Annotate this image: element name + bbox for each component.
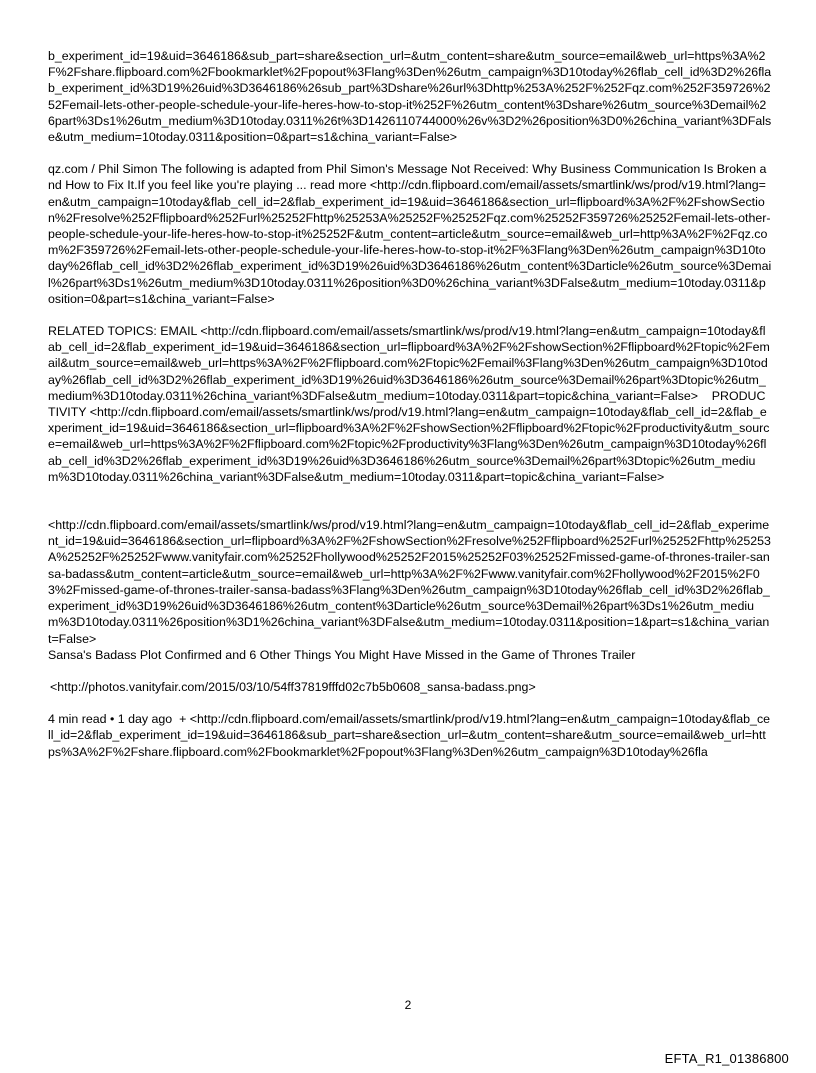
spacer bbox=[48, 145, 772, 161]
article-link-text: <http://cdn.flipboard.com/email/assets/smartlink/ws/prod/v19.html?lang=en&utm_campaign=10today&flab_cell_id=2&flab_experiment_id=19&uid=3646186&section_url=flipboard%3A%2F%2FshowSection%2Fresolve%252Fflipboard%252Furl%25252Fhttp%25253A%25252F%25252Fwww.vanityfair.com%25252Fhollywood%25252F2015%25252F03%25252Fmissed-game-of-thrones-trailer-sansa-badass&utm_content=article&utm_source=email&web_url=http%3A%2F%2Fwww.vanityfair.com%2Fhollywood%2F2015%2F03%2Fmissed-game-of-thrones-trailer-sansa-badass%3Flang%3Den%26utm_campaign%3D10today%26flab_cell_id%3D2%26flab_experiment_id%3D19%26uid%3D3646186%26utm_content%3Darticle%26utm_source%3Demail%26part%3Ds1%26utm_medium%3D10today.0311%26position%3D1%26china_variant%3DFalse&utm_medium=10today.0311&position=1&part=s1&china_variant=False> bbox=[48, 518, 771, 646]
read-time-share-text: 4 min read • 1 day ago + <http://cdn.flipboard.com/email/assets/smartlink/prod/v19.html?lang=en&utm_campaign=10today&flab_cell_id=2&flab_experiment_id=19&uid=3646186&sub_part=share&section_url=&utm_content=share&utm_source=email&web_url=https%3A%2F%2Fshare.flipboard.com%2Fbookmarklet%2Fpopout%3Flang%3Den%26utm_campaign%3D10today%26fla bbox=[48, 712, 771, 759]
spacer bbox=[48, 663, 772, 679]
article-headline: Sansa's Badass Plot Confirmed and 6 Other Things You Might Have Missed in the Game of Thrones Trailer bbox=[48, 647, 636, 662]
article-summary-text: qz.com / Phil Simon The following is adapted from Phil Simon's Message Not Received: Why Business Communication Is Broken and How to Fix It.If you feel like you're playing ... read more <http://cdn.flipboard.com/email/assets/smartlink/ws/prod/v19.html?lang=en&utm_campaign=10today&flab_cell_id=2&flab_experiment_id=19&uid=3646186&section_url=flipboard%3A%2F%2FshowSection%2Fresolve%252Fflipboard%252Furl%25252Fhttp%25253A%25252F%25252Fqz.com%25252F359726%25252Femail-lets-other-people-schedule-your-life-heres-how-to-stop-it%25252F&utm_content=article&utm_source=email&web_url=http%3A%2F%2Fqz.com%2F359726%2Femail-lets-other-people-schedule-your-life-heres-how-to-stop-it%2F%3Flang%3Den%26utm_campaign%3D10today%26flab_cell_id%3D2%26flab_experiment_id%3D19%26uid%3D3646186%26utm_content%3Darticle%26utm_source%3Demail%26part%3Ds1%26utm_medium%3D10today.0311%26position%3D0%26china_variant%3DFalse&utm_medium=10today.0311&position=0&part=s1&china_variant=False> bbox=[48, 162, 772, 306]
related-topics-text: RELATED TOPICS: EMAIL <http://cdn.flipboard.com/email/assets/smartlink/ws/prod/v19.html?lang=en&utm_campaign=10today&flab_cell_id=2&flab_experiment_id=19&uid=3646186&section_url=flipboard%3A%2F%2FshowSection%2Fflipboard%2Ftopic%2Femail&utm_source=email&web_url=https%3A%2F%2Fflipboard.com%2Ftopic%2Femail%3Flang%3Den%26utm_campaign%3D10today%26flab_cell_id%3D2%26flab_experiment_id%3D19%26uid%3D3646186%26utm_source%3Demail%26part%3Dtopic%26utm_medium%3D10today.0311%26china_variant%3DFalse&utm_medium=10today.0311&part=topic&china_variant=False> PRODUCTIVITY <http://cdn.flipboard.com/email/assets/smartlink/ws/prod/v19.html?lang=en&utm_campaign=10today&flab_cell_id=2&flab_experiment_id=19&uid=3646186&section_url=flipboard%3A%2F%2FshowSection%2Fflipboard%2Ftopic%2Fproductivity&utm_source=email&web_url=https%3A%2F%2Fflipboard.com%2Ftopic%2Fproductivity%3Flang%3Den%26utm_campaign%3D10today%26flab_cell_id%3D2%26flab_experiment_id%3D19%26uid%3D3646186%26utm_source%3Demail%26part%3Dtopic%26utm_medium%3D10today.0311%26china_variant%3DFalse&utm_medium=10today.0311&part=topic&china_variant=False> bbox=[48, 324, 770, 484]
share-link-text: b_experiment_id=19&uid=3646186&sub_part=share&section_url=&utm_content=share&utm_source=email&web_url=https%3A%2F%2Fshare.flipboard.com%2Fbookmarklet%2Fpopout%3Flang%3Den%26utm_campaign%3D10today%26flab_cell_id%3D2%26flab_experiment_id%3D19%26uid%3D3646186%26sub_part%3Dshare%26url%3Dhttp%253A%252F%252Fqz.com%252F359726%252Femail-lets-other-people-schedule-your-life-heres-how-to-stop-it%252F%26utm_content%3Dshare%26utm_source%3Demail%26part%3Ds1%26utm_medium%3D10today.0311%26t%3D1426110744000%26v%3D2%26position%3D0%26china_variant%3DFalse&utm_medium=10today.0311&position=0&part=s1&china_variant=False> bbox=[48, 49, 772, 145]
image-link-text: <http://photos.vanityfair.com/2015/03/10/54ff37819fffd02c7b5b0608_sansa-badass.png> bbox=[50, 679, 536, 694]
document-id: EFTA_R1_01386800 bbox=[664, 1051, 789, 1066]
spacer bbox=[48, 307, 772, 323]
page-number: 2 bbox=[404, 998, 412, 1012]
spacer bbox=[48, 485, 772, 517]
document-body bbox=[48, 48, 772, 760]
spacer bbox=[48, 695, 772, 711]
